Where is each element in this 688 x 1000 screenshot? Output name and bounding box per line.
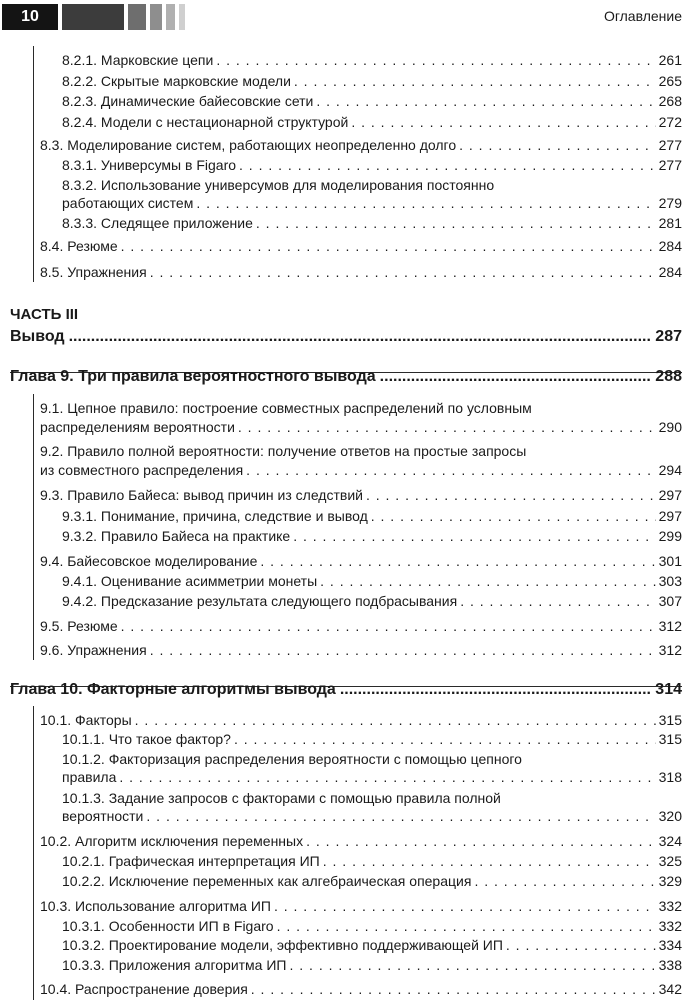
toc-entry[interactable] (40, 553, 682, 570)
toc-entry[interactable] (62, 528, 682, 545)
toc-entry[interactable] (62, 769, 682, 786)
toc-entry[interactable] (62, 853, 682, 870)
toc-entry-page: 324 (658, 833, 682, 849)
toc-entry-title: 9.4.1. Оценивание асимметрии монеты (62, 573, 318, 589)
toc-entry-title: 9.4. Байесовское моделирование (40, 553, 258, 569)
toc-entry[interactable] (62, 93, 682, 110)
toc-entry-title: 8.2.1. Марковские цепи (62, 52, 214, 68)
toc-entry-page: 279 (658, 195, 682, 211)
header-bar-5 (179, 4, 185, 30)
toc-entry-title: 9.3.1. Понимание, причина, следствие и вывод (62, 508, 368, 524)
part-heading[interactable] (10, 327, 682, 347)
toc-entry-title: 8.5. Упражнения (40, 264, 147, 280)
toc-entry-page: 320 (658, 808, 682, 824)
toc-entry[interactable] (40, 264, 682, 281)
toc-entry-page: 307 (658, 593, 682, 609)
toc-entry[interactable] (62, 157, 682, 174)
header-bar-1 (62, 4, 124, 30)
toc-entry[interactable] (62, 195, 682, 212)
toc-entry[interactable] (62, 215, 682, 232)
chapter-title: Глава 10. Факторные алгоритмы вывода (10, 681, 336, 698)
toc-entry-title-line1: 9.1. Цепное правило: построение совместных распределений по условным (40, 400, 532, 416)
section-rule (33, 394, 34, 660)
toc-entry-page: 329 (658, 873, 682, 889)
toc-entry-page: 301 (658, 553, 682, 569)
toc-entry[interactable] (40, 419, 682, 436)
toc-entry[interactable] (62, 731, 682, 748)
toc-entry[interactable] (40, 137, 682, 154)
toc-entry-page: 312 (658, 642, 682, 658)
toc-entry-title: 8.2.4. Модели с нестационарной структурой (62, 114, 349, 130)
toc-entry-title: 9.4.2. Предсказание результата следующего подбрасывания (62, 593, 458, 609)
toc-entry-title: 8.3.1. Универсумы в Figaro (62, 157, 237, 173)
toc-entry[interactable] (40, 642, 682, 659)
toc-entry-page: 265 (658, 73, 682, 89)
chapter-heading[interactable] (10, 367, 682, 387)
toc-entry-title: распределениям вероятности (40, 419, 235, 435)
toc-entry-title: 9.6. Упражнения (40, 642, 147, 658)
toc-entry-page: 312 (658, 618, 682, 634)
toc-entry-title: 10.3.3. Приложения алгоритма ИП (62, 957, 287, 973)
toc-entry[interactable] (40, 981, 682, 998)
toc-entry-page: 334 (658, 937, 682, 953)
toc-entry-page: 332 (658, 918, 682, 934)
toc-entry-page: 315 (658, 712, 682, 728)
toc-entry-title-line1: 8.3.2. Использование универсумов для моделирования постоянно (62, 177, 495, 193)
toc-entry[interactable] (62, 873, 682, 890)
toc-entry[interactable] (40, 833, 682, 850)
toc-entry[interactable] (62, 573, 682, 590)
toc-entry-title: 10.1.1. Что такое фактор? (62, 731, 231, 747)
toc-entry-page: 297 (658, 508, 682, 524)
header-bar-3 (150, 4, 162, 30)
toc-entry-page: 325 (658, 853, 682, 869)
toc-entry-page: 272 (658, 114, 682, 130)
chapter-page: 314 (655, 681, 682, 698)
toc-entry-title: 9.3.2. Правило Байеса на практике (62, 528, 291, 544)
toc-entry-page: 277 (658, 157, 682, 173)
toc-entry-page: 277 (658, 137, 682, 153)
toc-entry-title: 9.5. Резюме (40, 618, 118, 634)
toc-entry-page: 284 (658, 264, 682, 280)
toc-entry-title: 8.2.3. Динамические байесовские сети (62, 93, 314, 109)
toc-entry-page: 338 (658, 957, 682, 973)
toc-entry-page: 261 (658, 52, 682, 68)
toc-entry-page: 303 (658, 573, 682, 589)
toc-entry[interactable] (62, 937, 682, 954)
toc-entry-title: 10.2.2. Исключение переменных как алгебраическая операция (62, 873, 472, 889)
toc-entry[interactable] (40, 462, 682, 479)
toc-entry-title: 8.3.3. Следящее приложение (62, 215, 253, 231)
toc-entry-title: 10.2. Алгоритм исключения переменных (40, 833, 304, 849)
toc-entry[interactable] (62, 593, 682, 610)
toc-entry-page: 299 (658, 528, 682, 544)
chapter-page: 288 (655, 368, 682, 385)
toc-entry-title: 10.3.1. Особенности ИП в Figaro (62, 918, 274, 934)
toc-entry[interactable] (40, 712, 682, 729)
page-header (0, 0, 688, 40)
toc-entry[interactable] (62, 808, 682, 825)
toc-entry-title: 8.4. Резюме (40, 238, 118, 254)
toc-entry-title-line1: 10.1.3. Задание запросов с факторами с помощью правила полной (62, 790, 501, 806)
toc-entry-title: вероятности (62, 808, 144, 824)
toc-entry-title: работающих систем (62, 195, 194, 211)
toc-entry-title: 10.2.1. Графическая интерпретация ИП (62, 853, 320, 869)
toc-entry[interactable] (62, 957, 682, 974)
section-title: Оглавление (603, 8, 682, 24)
part-title: Вывод (10, 328, 65, 345)
toc-entry-page: 318 (658, 769, 682, 785)
toc-entry-title: 8.3. Моделирование систем, работающих неопределенно долго (40, 137, 457, 153)
header-bar-2 (128, 4, 146, 30)
toc-entry[interactable] (62, 73, 682, 90)
toc-entry-title-line1: 10.1.2. Факторизация распределения вероятности с помощью цепного (62, 751, 522, 767)
part-page: 287 (655, 328, 682, 345)
toc-entry-title: из совместного распределения (40, 462, 244, 478)
toc-entry-page: 297 (658, 487, 682, 503)
section-rule (33, 46, 34, 282)
toc-entry-title: правила (62, 769, 117, 785)
toc-entry[interactable] (40, 898, 682, 915)
toc-entry[interactable] (40, 487, 682, 504)
chapter-heading[interactable] (10, 680, 682, 700)
toc-entry-title: 10.1. Факторы (40, 712, 132, 728)
toc-entry-page: 342 (658, 981, 682, 997)
toc-entry[interactable] (40, 618, 682, 635)
toc-entry-title-line1: 9.2. Правило полной вероятности: получение ответов на простые запросы (40, 443, 527, 459)
section-rule (33, 706, 34, 1000)
toc-entry-page: 332 (658, 898, 682, 914)
part-label: ЧАСТЬ III (10, 306, 79, 323)
toc-entry-title: 8.2.2. Скрытые марковские модели (62, 73, 291, 89)
toc-entry-page: 290 (658, 419, 682, 435)
toc-entry[interactable] (62, 114, 682, 131)
toc-entry[interactable] (62, 918, 682, 935)
chapter-title: Глава 9. Три правила вероятностного вывода (10, 368, 376, 385)
page-number: 10 (2, 4, 58, 30)
toc-entry[interactable] (40, 238, 682, 255)
toc-entry-page: 268 (658, 93, 682, 109)
toc-entry-title: 10.3. Использование алгоритма ИП (40, 898, 271, 914)
toc-entry-page: 284 (658, 238, 682, 254)
toc-entry-page: 281 (658, 215, 682, 231)
toc-entry[interactable] (62, 508, 682, 525)
toc-entry[interactable] (62, 52, 682, 69)
header-bar-4 (166, 4, 175, 30)
toc-entry-title: 10.3.2. Проектирование модели, эффективно поддерживающей ИП (62, 937, 503, 953)
toc-entry-page: 315 (658, 731, 682, 747)
toc-entry-title: 9.3. Правило Байеса: вывод причин из следствий (40, 487, 363, 503)
toc-entry-title: 10.4. Распространение доверия (40, 981, 248, 997)
toc-entry-page: 294 (658, 462, 682, 478)
